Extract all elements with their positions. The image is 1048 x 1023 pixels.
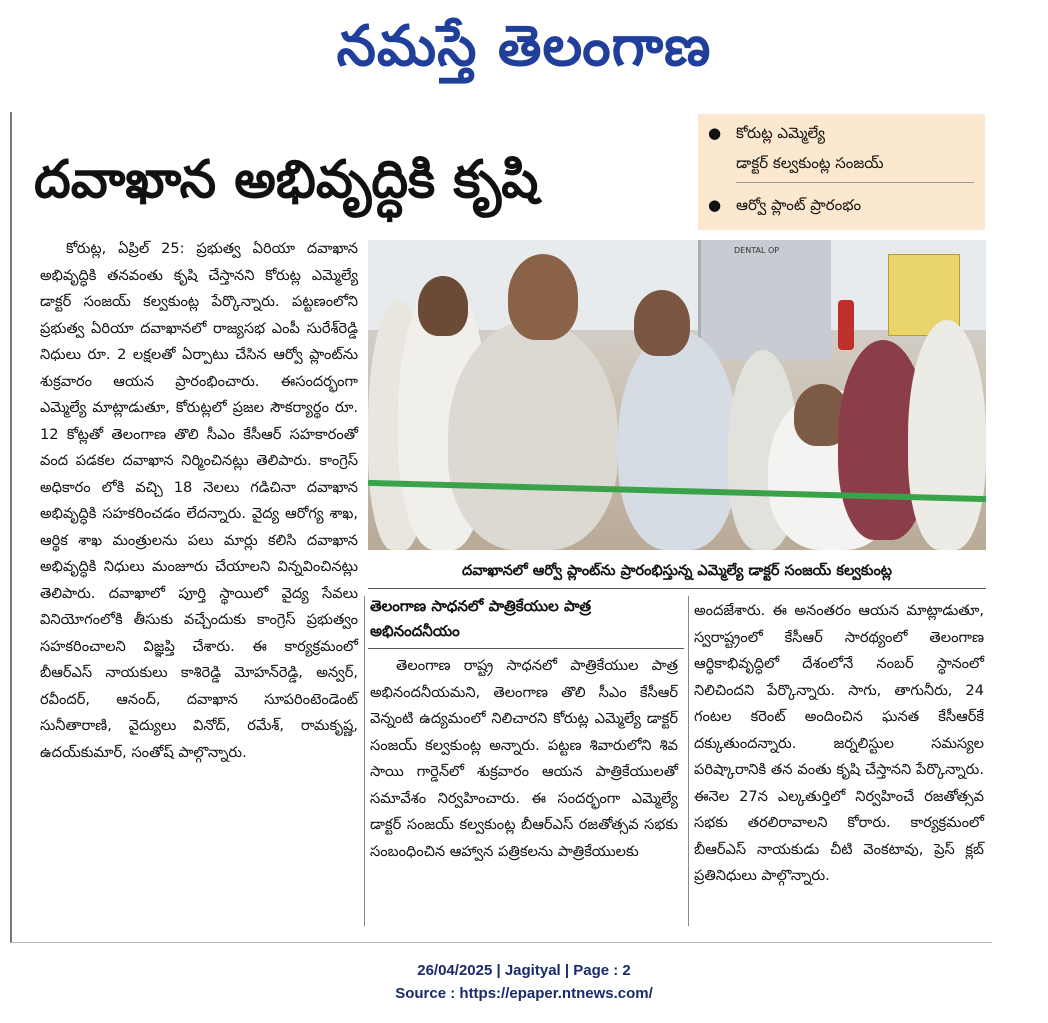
article-photo xyxy=(368,240,986,550)
photo-face xyxy=(418,276,468,336)
highlight-text: డాక్టర్ కల్వకుంట్ల సంజయ్ xyxy=(736,154,884,172)
body-paragraph: కోరుట్ల, ఏప్రిల్ 25: ప్రభుత్వ ఏరియా దవాఖాన అభివృద్ధికి తనవంతు కృషి చేస్తానని కోరుట్ల ఎమ్మెల్యే డాక్టర్ సంజయ్ కల్వకుంట్ల పేర్కొన్నారు. పట్టణంలోని ప్రభుత్వ ఏరియా దవాఖానలో రాజ్యసభ ఎంపీ సురేశ్‌రెడ్డి నిధులు రూ. 2 లక్షలతో ఏర్పాటు చేసిన ఆర్వో ప్లాంట్‌ను శుక్రవారం ఆయన ప్రారంభించారు. ఈసందర్భంగా ఎమ్మెల్యే మాట్లాడుతూ, కోరుట్లలో ప్రజల సౌకర్యార్థం రూ. 12 కోట్లతో తెలంగాణ తొలి సీఎం కేసీఆర్ సహకారంతో వంద పడకల దవాఖాన నిర్మించినట్లు తెలిపారు. కాంగ్రెస్ అధికారం లోకి వచ్చి 18 నెలలు గడిచినా దవాఖాన అభివృద్ధికి సహకరించడం లేదన్నారు. వైద్య ఆరోగ్య శాఖ, ఆర్థిక శాఖ మంత్రులను పలు మార్లు కలిసి దవాఖాన అభివృద్ధికి నిధులు మంజూరు చేయాలని విన్నవించినట్లు తెలిపారు. దవాఖాలో పూర్తి స్థాయిలో వైద్య సేవలు వినియోగంలోకి తీసుకు వచ్చేందుకు కాంగ్రెస్ ప్రభుత్వం సహకరించాలని విజ్ఞప్తి చేశారు. ఈ కార్యక్రమంలో బీఆర్‌ఎస్ నాయకులు కాశిరెడ్డి మోహన్‌రెడ్డి, అన్వర్, రవీందర్, ఆనంద్, దవాఖాన సూపరింటెండెంట్ సునీతారాణి, వైద్యులు వినోద్, రమేశ్, రామకృష్ణ, ఉదయ్‌కుమార్, సంతోష్ పాల్గొన్నారు. xyxy=(40,240,358,761)
bullet-icon: ● xyxy=(708,196,722,214)
column-divider xyxy=(688,596,689,926)
article-column-1 xyxy=(40,236,358,926)
fire-extinguisher-icon xyxy=(838,300,854,350)
highlight-text: కోరుట్ల ఎమ్మెల్యే xyxy=(736,124,825,142)
sub-article-headline: తెలంగాణ సాధనలో పాత్రికేయుల పాత్ర అభినందనీయం xyxy=(370,597,592,640)
body-paragraph: అందజేశారు. ఈ అనంతరం ఆయన మాట్లాడుతూ, స్వరాష్ట్రంలో కేసీఆర్ సారథ్యంలో తెలంగాణ ఆర్థికాభివృద్ధిలో దేశంలోనే నంబర్ స్థానంలో నిలిచిందని పేర్కొన్నారు. సాగు, తాగునీరు, 24 గంటల కరెంట్ అందించిన ఘనత కేసీఆర్‌కే దక్కుతుందన్నారు. జర్నలిస్టుల సమస్యల పరిష్కారానికి తన వంతు కృషి చేస్తానని పేర్కొన్నారు. ఈనెల 27న ఎల్కతుర్తిలో నిర్వహించే రజతోత్సవ సభకు తరలిరావాలని కోరారు. కార్యక్రమంలో బీఆర్‌ఎస్ నాయకుడు చీటి వెంకటావు, ప్రెస్ క్లబ్ ప్రతినిధులు పాల్గొన్నారు. xyxy=(694,602,984,884)
photo-person xyxy=(448,320,618,550)
photo-face xyxy=(508,254,578,340)
footer-date-line: 26/04/2025 | Jagityal | Page : 2 xyxy=(417,962,631,979)
photo-sign: DENTAL OP xyxy=(734,246,780,255)
photo-caption: దవాఖానలో ఆర్వో ప్లాంట్‌ను ప్రారంభిస్తున్న ఎమ్మెల్యే డాక్టర్ సంజయ్ కల్వకుంట్ల xyxy=(462,563,892,579)
highlight-divider xyxy=(736,182,974,183)
footer-source-link[interactable]: Source : https://epaper.ntnews.com/ xyxy=(395,985,653,1002)
photo-person xyxy=(908,320,986,550)
masthead-logo: నమస్తే తెలంగాణ xyxy=(336,13,712,79)
caption-rule xyxy=(368,588,986,589)
article-headline: దవాఖాన అభివృద్ధికి కృషి xyxy=(34,150,539,210)
subhead-rule xyxy=(368,648,684,649)
highlight-text: ఆర్వో ప్లాంట్ ప్రారంభం xyxy=(736,196,862,214)
bullet-icon: ● xyxy=(708,124,722,142)
article-column-3 xyxy=(694,598,984,928)
photo-face xyxy=(634,290,690,356)
photo-door xyxy=(698,240,831,360)
body-paragraph: తెలంగాణ రాష్ట్ర సాధనలో పాత్రికేయుల పాత్ర అభినందనీయమని, తెలంగాణ తొలి సీఎం కేసీఆర్ వెన్నంటి ఉద్యమంలో నిలిచారని కోరుట్ల ఎమ్మెల్యే డాక్టర్ సంజయ్ కల్వకుంట్ల అన్నారు. పట్టణ శివారులోని శివ సాయి గార్డెన్‌లో శుక్రవారం ఆయన పాత్రికేయులతో సమావేశం నిర్వహించారు. ఈ సందర్భంగా ఎమ్మెల్యే డాక్టర్ సంజయ్ కల్వకుంట్ల బీఆర్‌ఎస్ రజతోత్సవ సభకు సంబంధించిన ఆహ్వాన పత్రికలను పాత్రికేయులకు xyxy=(370,657,678,860)
highlights-box xyxy=(698,114,985,230)
photo-person xyxy=(618,330,738,550)
article-column-2 xyxy=(370,653,678,928)
column-divider xyxy=(364,596,365,926)
